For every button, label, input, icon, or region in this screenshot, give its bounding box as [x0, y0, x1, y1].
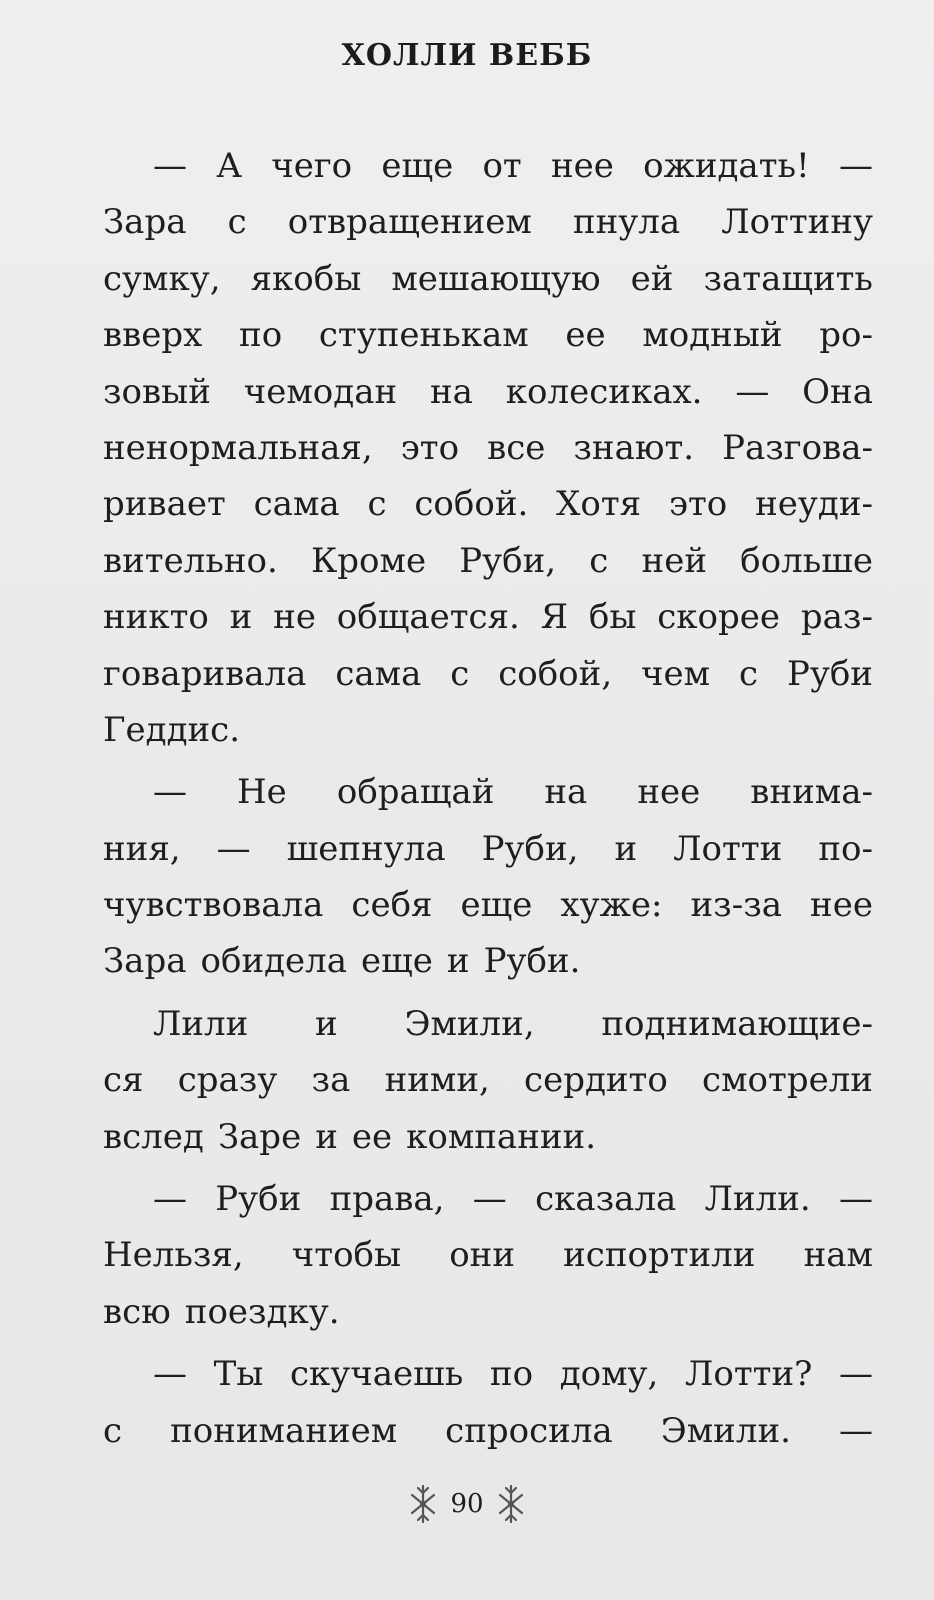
text-line: ся сразу за ними, сердито смотрели [103, 1060, 873, 1101]
text-line: — А чего еще от нее ожидать! — [153, 146, 873, 186]
text-line: — Не обращай на нее внима- [153, 772, 873, 813]
running-title: ХОЛЛИ ВЕББ [341, 38, 593, 73]
text-line: — Ты скучаешь по дому, Лотти? — [153, 1354, 873, 1395]
text-line: ненормальная, это все знают. Разгова- [103, 427, 873, 468]
text-line: с пониманием спросила Эмили. — [103, 1410, 873, 1451]
text-line: Зара обидела еще и Руби. [103, 941, 581, 982]
text-line: Нельзя, чтобы они испортили нам [103, 1235, 873, 1276]
text-line: Геддис. [103, 709, 241, 750]
text-line: всю поездку. [103, 1291, 340, 1332]
page-footer [0, 1482, 934, 1526]
snowflake-ornament-icon [408, 1482, 438, 1526]
text-line: ния, — шепнула Руби, и Лотти по- [103, 828, 873, 869]
text-line: зовый чемодан на колесиках. — Она [103, 371, 873, 412]
text-line: — Руби права, — сказала Лили. — [153, 1179, 873, 1220]
text-line: Лили и Эмили, поднимающие- [153, 1003, 873, 1044]
text-line: сумку, якобы мешающую ей затащить [103, 258, 873, 299]
text-line: вслед Заре и ее компании. [103, 1116, 596, 1157]
text-line: чувствовала себя еще хуже: из-за нее [103, 885, 873, 926]
text-line: вверх по ступенькам ее модный ро- [103, 315, 873, 356]
snowflake-ornament-icon [496, 1482, 526, 1526]
body-text [103, 138, 873, 1459]
text-line: ривает сама с собой. Хотя это неуди- [103, 484, 873, 525]
page-number: 90 [450, 1489, 484, 1519]
text-line: никто и не общается. Я бы скорее раз- [103, 597, 873, 638]
text-line: вительно. Кроме Руби, с ней больше [103, 540, 873, 581]
text-line: Зара с отвращением пнула Лоттину [103, 202, 873, 243]
text-line: говаривала сама с собой, чем с Руби [103, 653, 873, 694]
